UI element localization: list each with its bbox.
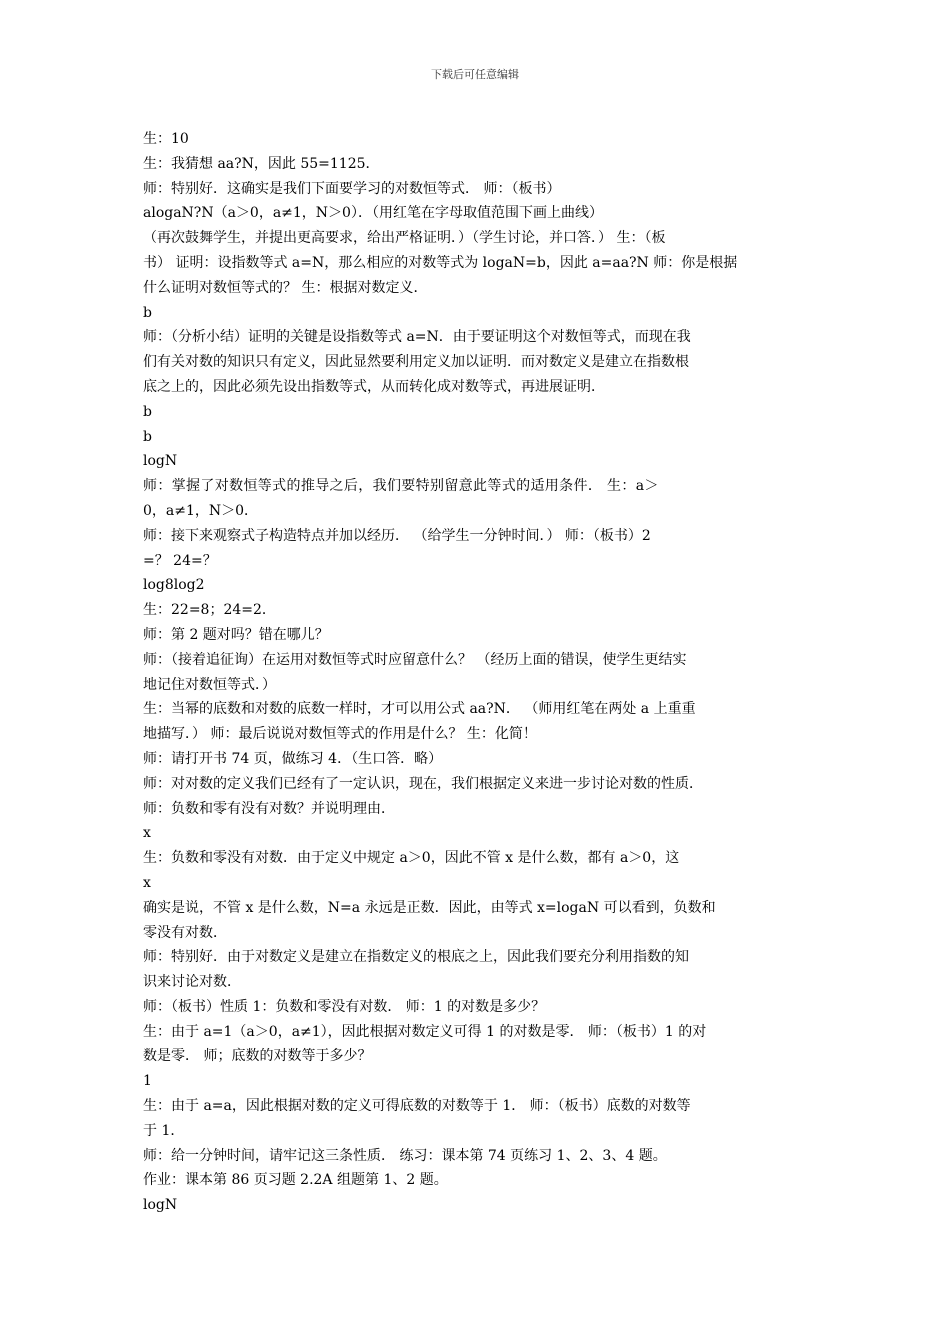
text-line: 生：由于 a=1（a＞0，a≠1），因此根据对数定义可得 1 的对数是零． 师：（板书）1 的对 [143,1023,707,1040]
text-line: 书） 证明：设指数等式 a=N，那么相应的对数等式为 logaN=b，因此 a=aa?N 师：你是根据 [143,254,738,271]
text-line: 师：负数和零有没有对数？并说明理由． [143,800,395,817]
text-line: 生：22=8；24=2． [143,602,276,619]
text-line: x [143,874,151,891]
text-line: logN [143,1197,178,1214]
text-line: 师：特别好．由于对数定义是建立在指数定义的根底之上，因此我们要充分利用指数的知 [143,949,689,966]
text-line: 师：第 2 题对吗？错在哪儿？ [143,626,329,643]
text-line: 数是零． 师；底数的对数等于多少？ [143,1048,372,1065]
text-line: 师：接下来观察式子构造特点并加以经历． （给学生一分钟时间．） 师：（板书）2 [143,527,651,544]
text-line: 生：10 [143,131,189,147]
text-line: 师：给一分钟时间，请牢记这三条性质． 练习：课本第 74 页练习 1、2、3、4 题。 [143,1147,667,1164]
text-line: logN [143,453,178,470]
text-line: =？ 24=？ [143,552,217,569]
text-line: 底之上的，因此必须先设出指数等式，从而转化成对数等式，再进展证明． [143,378,605,395]
text-line: 作业：课本第 86 页习题 2.2A 组题第 1、2 题。 [143,1172,448,1189]
text-line: 生：负数和零没有对数．由于定义中规定 a＞0，因此不管 x 是什么数，都有 a＞0，这 [143,850,680,867]
text-line: 确实是说，不管 x 是什么数，N=a 永远是正数．因此，由等式 x=logaN 可以看到，负数和 [143,899,716,916]
text-line: 师：特别好．这确实是我们下面要学习的对数恒等式． 师：（板书） [143,180,561,197]
text-line: 生：我猜想 aa?N，因此 55=1125． [143,155,380,172]
text-line: log8log2 [143,577,205,594]
text-line: 师：对对数的定义我们已经有了一定认识，现在，我们根据定义来进一步讨论对数的性质． [143,775,703,792]
text-line: 什么证明对数恒等式的？ 生：根据对数定义． [143,279,428,296]
text-line: 师：（分析小结）证明的关键是设指数等式 a=N．由于要证明这个对数恒等式，而现在我 [143,329,691,346]
text-line: 师：掌握了对数恒等式的推导之后，我们要特别留意此等式的适用条件． 生：a＞ [143,478,659,495]
text-line: x [143,825,151,842]
text-line: 生：由于 a=a，因此根据对数的定义可得底数的对数等于 1． 师：（板书）底数的对数等 [143,1098,691,1115]
text-line: （再次鼓舞学生，并提出更高要求，给出严格证明．）（学生讨论，并口答．） 生：（板 [143,230,666,247]
text-line: 地描写．） 师：最后说说对数恒等式的作用是什么？ 生：化简！ [143,726,537,743]
text-line: 于 1． [143,1122,185,1139]
text-line: 1 [143,1073,152,1090]
text-line: 零没有对数． [143,924,227,941]
text-line: b [143,403,152,420]
text-line: 地记住对数恒等式．） [143,676,276,693]
text-line: b [143,304,152,321]
text-line: 师：请打开书 74 页，做练习 4．（生口答．略） [143,750,443,767]
text-line: alogaN?N（a＞0，a≠1，N＞0）．（用红笔在字母取值范围下画上曲线） [143,205,603,222]
text-line: 师：（板书）性质 1：负数和零没有对数． 师：1 的对数是多少？ [143,998,546,1015]
text-line: 师：（接着追征询）在运用对数恒等式时应留意什么？ （经历上面的错误，使学生更结实 [143,651,687,668]
text-line: 识来讨论对数． [143,974,241,991]
text-line: b [143,428,152,445]
text-line: 们有关对数的知识只有定义，因此显然要利用定义加以证明．而对数定义是建立在指数根 [143,354,689,371]
page-header: 下载后可任意编辑 [431,68,519,81]
document-body [143,127,809,1218]
text-line: 生：当幂的底数和对数的底数一样时，才可以用公式 aa?N． （师用红笔在两处 a 上重重 [143,701,696,718]
text-line: 0，a≠1，N＞0． [143,502,259,519]
